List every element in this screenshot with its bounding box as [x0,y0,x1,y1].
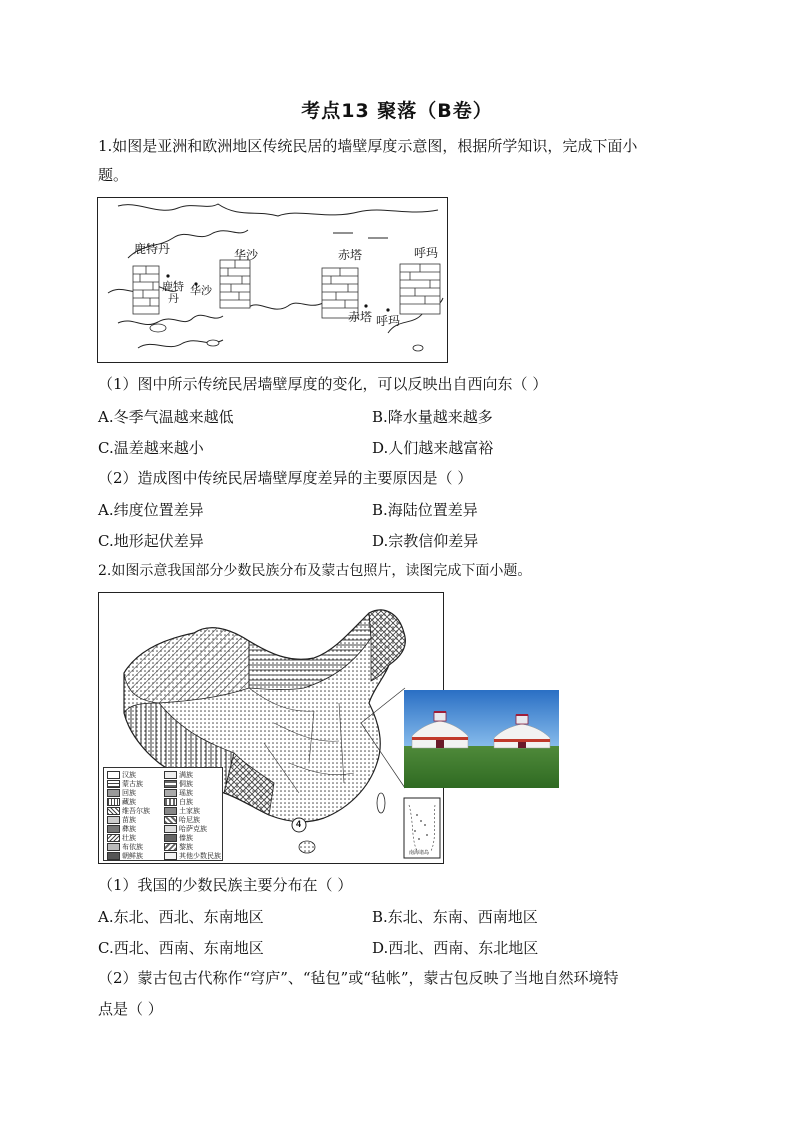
legend-item-11: 侗族 [164,779,193,789]
q2-sub1-option-b[interactable]: B.东北、东南、西南地区 [372,908,538,926]
q1-sub1-option-a[interactable]: A.冬季气温越来越低 [98,408,234,426]
q1-sub1-stem: （1）图中所示传统民居墙壁厚度的变化，可以反映出自西向东（ ） [98,375,548,393]
q2-sub1-stem: （1）我国的少数民族主要分布在（ ） [98,876,353,894]
q1-stem-line1: 1.如图是亚洲和欧洲地区传统民居的墙壁厚度示意图，根据所学知识，完成下面小 [98,137,638,155]
map-label-lutedan-upper: 鹿特丹 [134,242,171,256]
q1-sub2-option-b[interactable]: B.海陆位置差异 [372,501,478,519]
china-ethnic-map [98,592,444,864]
q1-sub1-option-b[interactable]: B.降水量越来越多 [372,408,493,426]
legend-item-17: 傣族 [164,833,193,843]
legend-item-8: 布依族 [107,842,143,852]
map-label-huasha-lower: 华沙 [190,285,212,297]
legend-item-7: 壮族 [107,833,136,843]
wall-icon-lutedan [133,266,159,314]
q2-sub2-stem-line1: （2）蒙古包古代称作“穹庐”、“毡包”或“毡帐”，蒙古包反映了当地自然环境特 [98,969,619,987]
q2-sub1-option-c[interactable]: C.西北、西南、东南地区 [98,939,264,957]
map-label-lutedan-lower: 鹿特 [162,281,184,293]
legend-item-18: 黎族 [164,842,193,852]
yurt-photo [404,690,559,788]
legend-item-13: 白族 [164,797,193,807]
q2-sub1-option-d[interactable]: D.西北、西南、东北地区 [372,939,539,957]
map-label-lutedan-lower-2: 丹 [168,293,179,305]
map-label-huma-lower: 呼玛 [376,314,401,328]
legend-item-1: 蒙古族 [107,779,143,789]
page-title: 考点13 聚落（B卷） [301,100,493,122]
q1-stem-line2: 题。 [98,166,129,184]
legend-item-3: 藏族 [107,797,136,807]
legend-item-14: 土家族 [164,806,200,816]
map-legend [103,767,223,861]
legend-item-15: 哈尼族 [164,815,200,825]
legend-item-4: 维吾尔族 [107,806,150,816]
legend-item-16: 哈萨克族 [164,824,207,834]
map-label-huasha-upper: 华沙 [234,248,259,262]
eurasia-outline [98,198,447,362]
q1-sub2-stem: （2）造成图中传统民居墙壁厚度差异的主要原因是（ ） [98,469,473,487]
q1-sub1-option-d[interactable]: D.人们越来越富裕 [372,439,494,457]
wall-icon-huasha [220,260,250,308]
legend-item-2: 回族 [107,788,136,798]
legend-item-0: 汉族 [107,770,136,780]
legend-item-19: 其他少数民族 [164,851,221,861]
q1-sub1-option-c[interactable]: C.温差越来越小 [98,439,204,457]
yurt-photo-image [404,690,559,788]
wall-thickness-map [97,197,448,363]
map-label-chita-upper: 赤塔 [338,248,363,262]
legend-item-12: 瑶族 [164,788,193,798]
q1-sub2-option-c[interactable]: C.地形起伏差异 [98,532,204,550]
map-label-huma-upper: 呼玛 [414,246,439,260]
q1-sub2-option-d[interactable]: D.宗教信仰差异 [372,532,479,550]
legend-item-6: 彝族 [107,824,136,834]
q2-stem: 2.如图示意我国部分少数民族分布及蒙古包照片，读图完成下面小题。 [98,563,532,579]
south-sea-inset-label: 南海诸岛 [409,850,430,856]
q2-sub2-stem-line2: 点是（ ） [98,1000,163,1018]
map-marker-4: 4 [296,819,302,829]
legend-item-5: 苗族 [107,815,136,825]
wall-icon-huma [400,264,440,314]
q2-sub1-option-a[interactable]: A.东北、西北、东南地区 [98,908,264,926]
legend-item-9: 朝鲜族 [107,851,143,861]
map-label-chita-lower: 赤塔 [348,310,373,324]
q1-sub2-option-a[interactable]: A.纬度位置差异 [98,501,204,519]
legend-item-10: 满族 [164,770,193,780]
